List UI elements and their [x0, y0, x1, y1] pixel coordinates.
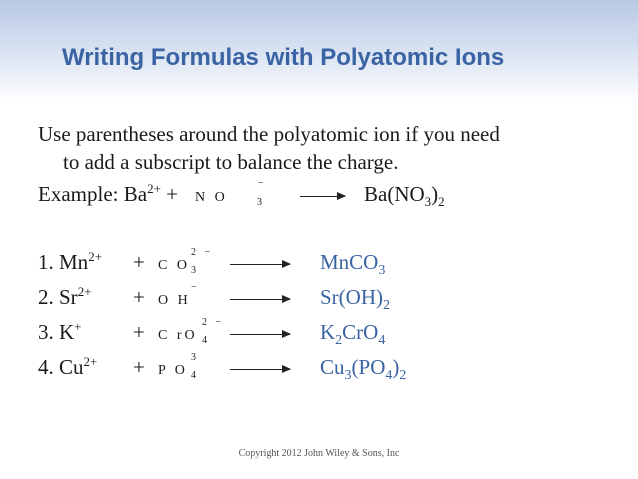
problem-ion-charge: −: [191, 282, 200, 293]
problem-ion-subscript: 3: [191, 265, 199, 276]
example-cation-charge: 2+: [147, 181, 161, 196]
problem-answer: [320, 320, 386, 349]
example-label: Example: Ba: [38, 182, 148, 206]
example-arrow: [300, 196, 345, 197]
answer-text: K: [320, 320, 336, 344]
problem-ion-charge: 3: [191, 352, 199, 363]
problem-ion-subscript: 4: [191, 370, 199, 381]
problem-number: 4.: [38, 355, 59, 379]
answer-subscript: 2: [383, 298, 390, 314]
problem-ion-symbol: C O: [158, 258, 190, 273]
problem-row: [38, 320, 82, 345]
intro-text: [38, 120, 500, 176]
problem-cation: K: [59, 320, 75, 344]
problem-row: [38, 355, 97, 380]
problem-number: 1.: [38, 250, 59, 274]
problem-arrow: [230, 299, 290, 300]
answer-subscript: 2: [335, 333, 343, 349]
example-ion-symbol: N O: [195, 190, 228, 205]
problem-row: [38, 250, 102, 275]
intro-line-2: to add a subscript to balance the charge.: [63, 150, 399, 174]
answer-subscript: 4: [378, 333, 386, 349]
problem-number: 2.: [38, 285, 59, 309]
answer-text: ): [392, 355, 400, 379]
problem-ion-subscript: 4: [202, 335, 210, 346]
problem-ion-symbol: P O: [158, 363, 188, 378]
intro-line-1: Use parentheses around the polyatomic ion if you need: [38, 122, 500, 146]
problem-ion-charge: 2 −: [202, 317, 225, 328]
problem-row: [38, 285, 92, 310]
problem-answer: [320, 355, 407, 384]
problem-ion-charge: 2 −: [191, 247, 214, 258]
problem-cation: Sr: [59, 285, 78, 309]
problem-ion-symbol: C rO: [158, 328, 198, 343]
problem-cation: Cu: [59, 355, 84, 379]
example-answer: $Ba(NO_3)_2$: [364, 182, 445, 210]
answer-text: Sr(OH): [320, 285, 383, 309]
problem-cation-charge: 2+: [77, 284, 92, 299]
copyright-footer: Copyright 2012 John Wiley & Sons, Inc: [238, 448, 400, 459]
answer-subscript: 3: [344, 368, 352, 384]
problem-plus: +: [133, 250, 145, 274]
problem-answer: [320, 250, 386, 279]
answer-text: MnCO: [320, 250, 379, 274]
problem-plus: +: [133, 285, 145, 309]
answer-text: CrO: [342, 320, 379, 344]
answer-subscript: 4: [385, 368, 393, 384]
answer-text: Cu: [320, 355, 345, 379]
example-row: [38, 182, 178, 207]
problem-arrow: [230, 369, 290, 370]
answer-subscript: 3: [378, 263, 386, 279]
problem-cation: Mn: [59, 250, 89, 274]
problem-cation-charge: 2+: [83, 354, 98, 369]
problem-answer: [320, 285, 390, 314]
problem-ion-symbol: O H: [158, 293, 191, 308]
problem-arrow: [230, 264, 290, 265]
answer-text: (PO: [351, 355, 386, 379]
problem-plus: +: [133, 355, 145, 379]
problem-arrow: [230, 334, 290, 335]
problem-plus: +: [133, 320, 145, 344]
slide-title: Writing Formulas with Polyatomic Ions: [62, 44, 505, 71]
problem-number: 3.: [38, 320, 59, 344]
answer-subscript: 2: [399, 368, 407, 384]
example-plus: +: [166, 182, 178, 206]
example-ion-charge: −: [258, 178, 267, 189]
problem-cation-charge: +: [74, 319, 82, 334]
example-ion-subscript: 3: [257, 197, 265, 208]
problem-cation-charge: 2+: [88, 249, 103, 264]
